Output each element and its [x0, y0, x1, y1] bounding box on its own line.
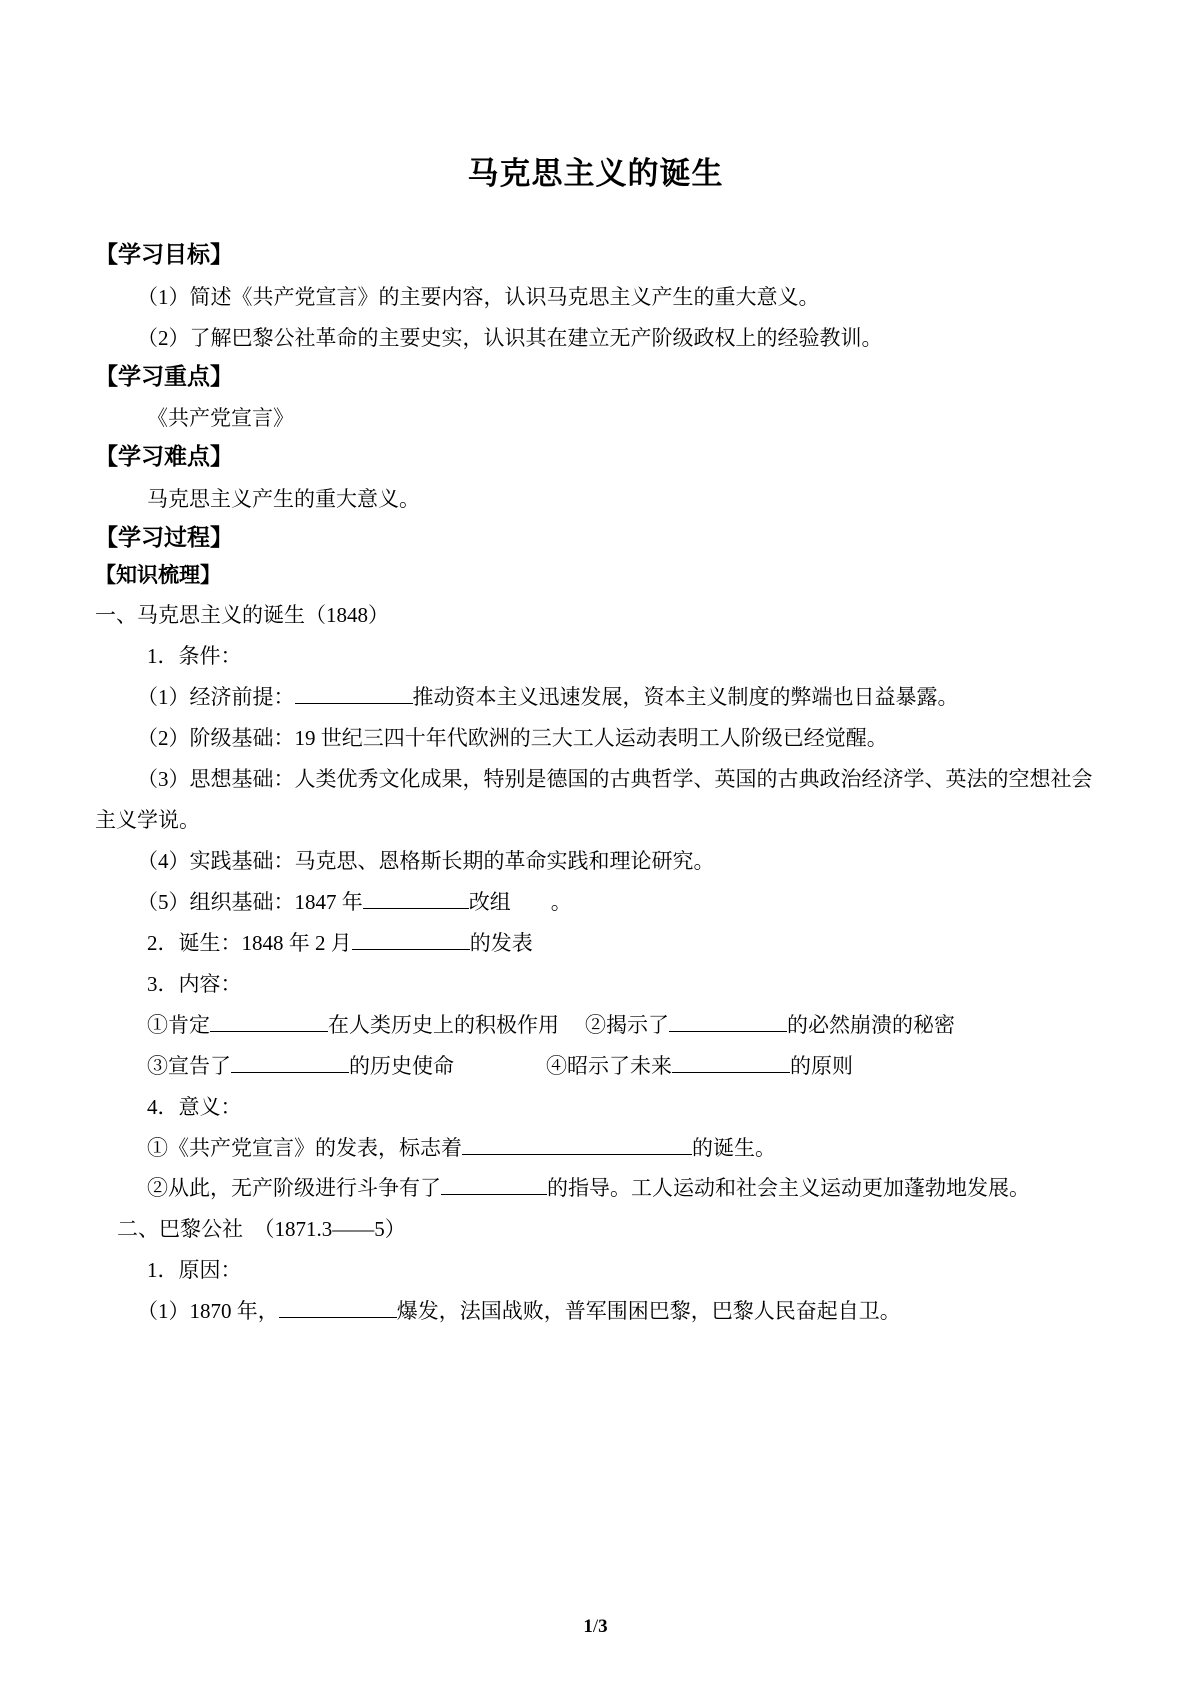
content-3-middle: 的历史使命: [349, 1053, 454, 1078]
fill-in-blank[interactable]: [363, 887, 469, 909]
content-label: 3．内容：: [147, 971, 242, 996]
content-item-3-4: [95, 1046, 1096, 1087]
difficulty-item-1: 马克思主义产生的重大意义。: [147, 486, 420, 511]
condition-5-prefix: （5）组织基础：1847 年: [137, 889, 363, 914]
condition-item-4: （4）实践基础：马克思、恩格斯长期的革命实践和理论研究。: [137, 848, 715, 873]
page-footer: [0, 1616, 1191, 1638]
outline-heading-part-two: 二、巴黎公社 （1871.3——5）: [117, 1217, 406, 1242]
footer-separator: /: [592, 1616, 599, 1637]
section-heading-key-points: 【学习重点】: [95, 362, 233, 389]
significance-1-suffix: 的诞生。: [692, 1135, 776, 1160]
fill-in-blank[interactable]: [231, 1051, 349, 1073]
condition-1-prefix: （1）经济前提：: [137, 685, 295, 710]
fill-in-blank[interactable]: [669, 1010, 787, 1032]
content-4-prefix: ④昭示了未来: [546, 1053, 672, 1078]
significance-item-2: [95, 1168, 1096, 1209]
significance-label: 4．意义：: [147, 1094, 242, 1119]
birth-prefix: 2．诞生：1848 年 2 月: [147, 930, 352, 955]
content-3-prefix: ③宣告了: [147, 1053, 231, 1078]
content-1-prefix: ①肯定: [147, 1012, 210, 1037]
significance-item-1: [95, 1128, 1096, 1169]
condition-item-5: [95, 882, 1096, 923]
page-title: 马克思主义的诞生: [467, 156, 724, 191]
section-heading-objectives: 【学习目标】: [95, 241, 233, 267]
fill-in-blank[interactable]: [210, 1010, 328, 1032]
content-2-suffix: 的必然崩溃的秘密: [787, 1012, 955, 1037]
reason-1-prefix: （1）1870 年，: [137, 1299, 279, 1324]
condition-item-2: （2）阶级基础：19 世纪三四十年代欧洲的三大工人运动表明工人阶级已经觉醒。: [137, 726, 888, 751]
condition-5-tail: 。: [550, 889, 572, 914]
document-body: [0, 237, 1191, 1332]
content-2-prefix: ②揭示了: [585, 1012, 669, 1037]
significance-1-prefix: ①《共产党宣言》的发表，标志着: [147, 1135, 462, 1160]
condition-item-1: [95, 677, 1096, 718]
outline-heading-part-one: 一、马克思主义的诞生（1848）: [95, 603, 389, 628]
significance-2-prefix: ②从此，无产阶级进行斗争有了: [147, 1176, 441, 1201]
fill-in-blank[interactable]: [672, 1051, 790, 1073]
condition-item-3: （3）思想基础：人类优秀文化成果，特别是德国的古典哲学、英国的古典政治经济学、英法的空想社会主义学说。: [95, 767, 1093, 833]
conditions-label: 1．条件：: [147, 644, 242, 669]
fill-in-blank[interactable]: [295, 682, 413, 704]
footer-total-pages: 3: [598, 1616, 608, 1637]
objective-item-1: （1）简述《共产党宣言》的主要内容，认识马克思主义产生的重大意义。: [137, 284, 820, 309]
key-point-item-1: 《共产党宣言》: [147, 406, 294, 431]
footer-current-page: 1: [583, 1616, 593, 1637]
objective-item-2: （2）了解巴黎公社革命的主要史实，认识其在建立无产阶级政权上的经验教训。: [137, 325, 883, 350]
content-1-middle: 在人类历史上的积极作用: [328, 1012, 559, 1037]
fill-in-blank[interactable]: [352, 928, 470, 950]
section-heading-process: 【学习过程】: [95, 523, 233, 550]
birth-suffix: 的发表: [469, 930, 533, 955]
section-heading-knowledge-outline: 【知识梳理】: [95, 564, 221, 588]
reason-1-suffix: 爆发，法国战败，普军围困巴黎，巴黎人民奋起自卫。: [396, 1299, 901, 1324]
birth-item: [95, 923, 1096, 964]
condition-5-suffix: 改组: [468, 889, 511, 914]
fill-in-blank[interactable]: [462, 1133, 692, 1155]
significance-2-suffix: 的指导。工人运动和社会主义运动更加蓬勃地发展。: [547, 1176, 1030, 1201]
reasons-label: 1．原因：: [147, 1258, 242, 1283]
content-4-suffix: 的原则: [790, 1053, 853, 1078]
reason-item-1: [95, 1291, 1096, 1332]
condition-1-suffix: 推动资本主义迅速发展，资本主义制度的弊端也日益暴露。: [412, 685, 959, 710]
fill-in-blank[interactable]: [279, 1296, 397, 1318]
section-heading-difficulties: 【学习难点】: [95, 443, 233, 470]
content-item-1-2: [95, 1005, 1096, 1046]
fill-in-blank[interactable]: [441, 1173, 547, 1195]
